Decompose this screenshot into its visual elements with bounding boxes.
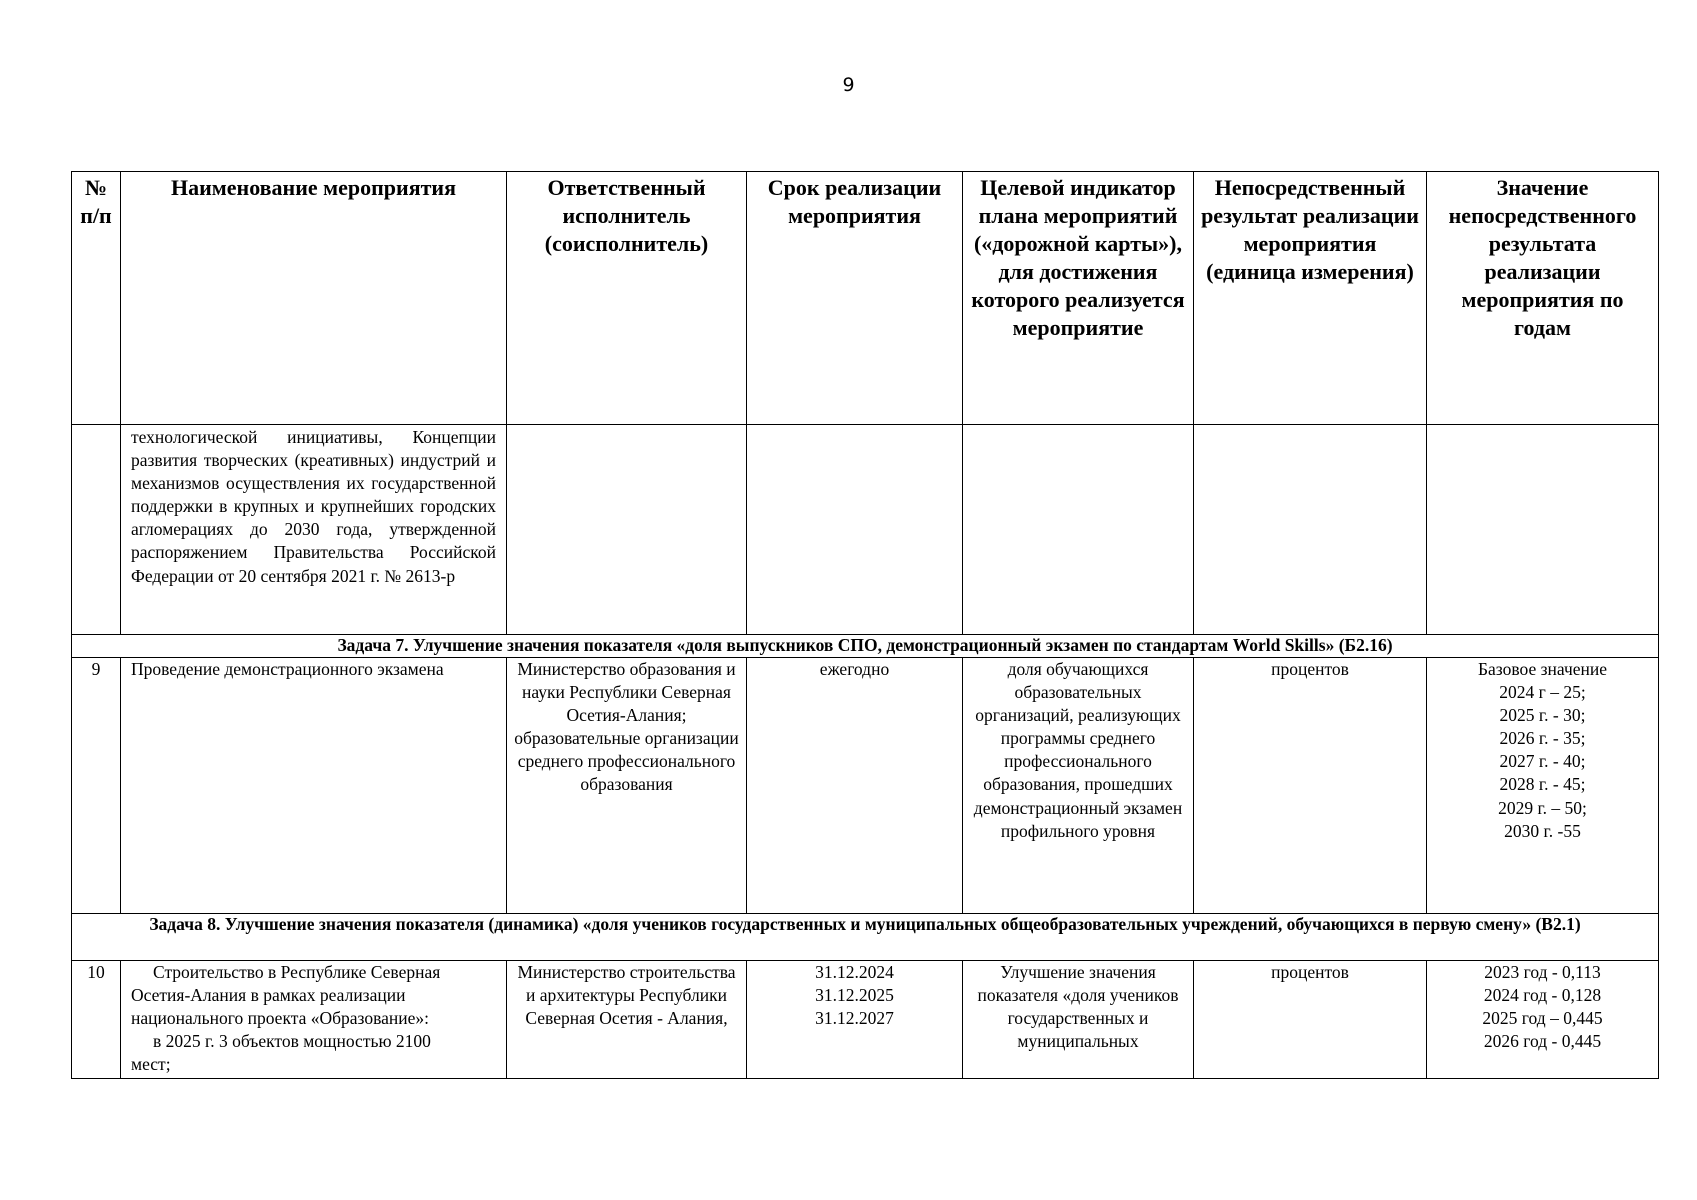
header-result: Непосредственный результат реализации мероприятия (единица измерения) xyxy=(1194,172,1427,425)
term-line: 31.12.2024 xyxy=(815,962,894,982)
value-line: 2029 г. – 50; xyxy=(1498,797,1587,818)
value-line: 2030 г. -55 xyxy=(1504,820,1581,841)
cell-term xyxy=(747,425,963,635)
value-line: 2025 год – 0,445 xyxy=(1482,1008,1603,1029)
value-line: 2025 г. - 30; xyxy=(1499,705,1586,726)
header-term: Срок реализации мероприятия xyxy=(747,172,963,425)
cell-result xyxy=(1194,425,1427,635)
task-7-title: Задача 7. Улучшение значения показателя «доля выпускников СПО, демонстрационный экзамен по стандартам World Skills» (Б2.16) xyxy=(72,635,1659,658)
cell-values xyxy=(1427,658,1659,914)
cell-num: 9 xyxy=(72,658,121,914)
action-plan-table xyxy=(71,171,1659,1079)
header-executor: Ответственный исполнитель (соисполнитель) xyxy=(507,172,747,425)
cell-num: 10 xyxy=(72,961,121,1079)
cell-name xyxy=(121,961,507,1079)
header-indicator: Целевой индикатор плана мероприятий («дорожной карты»), для достижения которого реализуется мероприятие xyxy=(963,172,1194,425)
page-number: 9 xyxy=(842,74,855,96)
header-values: Значение непосредственного результата реализации мероприятия по годам xyxy=(1427,172,1659,425)
name-line: Осетия-Алания в рамках реализации xyxy=(131,985,406,1006)
value-line: 2026 г. - 35; xyxy=(1499,728,1586,749)
cell-indicator: Улучшение значения показателя «доля учеников государственных и муниципальных xyxy=(963,961,1194,1079)
value-line: Базовое значение xyxy=(1477,659,1608,679)
name-line: национального проекта «Образование»: xyxy=(131,1008,429,1029)
name-line: в 2025 г. 3 объектов мощностью 2100 xyxy=(153,1031,431,1052)
value-line: 2026 год - 0,445 xyxy=(1483,1031,1602,1052)
cell-result: процентов xyxy=(1194,961,1427,1079)
header-num: № п/п xyxy=(72,172,121,425)
cell-term xyxy=(747,961,963,1079)
table-header-row xyxy=(72,172,1659,425)
task-8-title: Задача 8. Улучшение значения показателя (динамика) «доля учеников государственных и муниципальных общеобразовательных учреждений, обучающихся в первую смену» (В2.1) xyxy=(72,914,1659,961)
task-row xyxy=(72,635,1659,658)
name-line: мест; xyxy=(131,1054,171,1075)
term-line: 31.12.2025 xyxy=(815,985,894,1006)
name-line: Строительство в Республике Северная xyxy=(153,962,441,982)
table-row xyxy=(72,658,1659,914)
term-line: 31.12.2027 xyxy=(815,1008,894,1029)
value-line: 2024 год - 0,128 xyxy=(1483,985,1602,1006)
value-line: 2023 год - 0,113 xyxy=(1484,962,1601,982)
cell-executor: Министерство образования и науки Республики Северная Осетия-Алания; образовательные организации среднего профессионального образования xyxy=(507,658,747,914)
cell-name: Проведение демонстрационного экзамена xyxy=(121,658,507,914)
cell-indicator: доля обучающихся образовательных организаций, реализующих программы среднего профессионального образования, прошедших демонстрационный экзамен профильного уровня xyxy=(963,658,1194,914)
cell-indicator xyxy=(963,425,1194,635)
table-row xyxy=(72,425,1659,635)
value-line: 2027 г. - 40; xyxy=(1499,751,1586,772)
header-name: Наименование мероприятия xyxy=(121,172,507,425)
cell-values xyxy=(1427,425,1659,635)
cell-executor: Министерство строительства и архитектуры Республики Северная Осетия - Алания, xyxy=(507,961,747,1079)
table-row xyxy=(72,961,1659,1079)
cell-executor xyxy=(507,425,747,635)
cell-values xyxy=(1427,961,1659,1079)
task-row xyxy=(72,914,1659,961)
value-line: 2024 г – 25; xyxy=(1499,682,1586,703)
cell-result: процентов xyxy=(1194,658,1427,914)
cell-term: ежегодно xyxy=(747,658,963,914)
cell-name: технологической инициативы, Концепции развития творческих (креативных) индустрий и механизмов осуществления их государственной поддержки в крупных и крупнейших городских агломерациях до 2030 года, утвержденной распоряжением Правительства Российской Федерации от 20 сентября 2021 г. № 2613-р xyxy=(121,425,507,635)
value-line: 2028 г. - 45; xyxy=(1499,774,1586,795)
cell-num xyxy=(72,425,121,635)
